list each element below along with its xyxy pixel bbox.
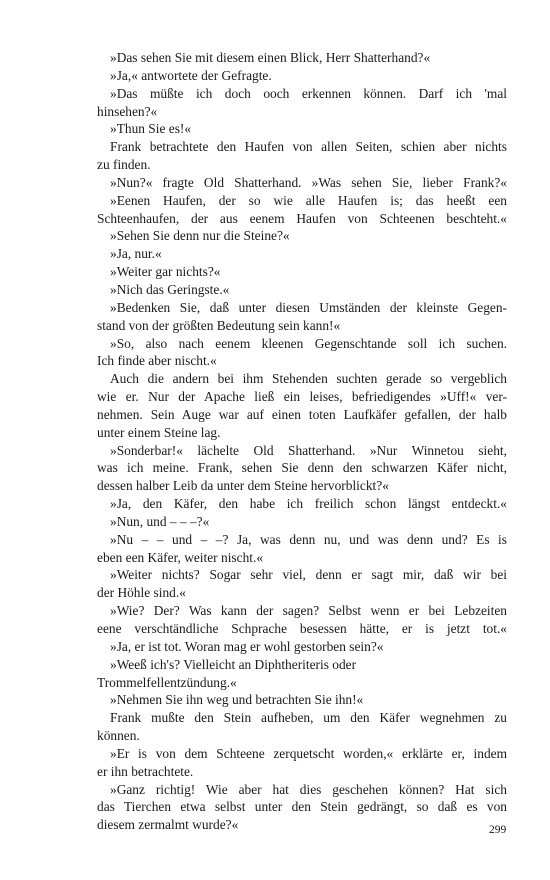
text-line: »Nun, und – – –?« [110,513,210,529]
text-line: eben een Käfer, weiter nischt.« [97,549,264,565]
text-line: diesem zermalmt wurde?« [97,817,239,833]
text-line: Frank betrachtete den Haufen von allen Seiten, schien aber nichts [110,139,507,155]
text-line: unter einem Steine lag. [97,424,221,440]
text-line: »Er is von dem Schteene zerquetscht worden,« erklärte er, indem [110,745,507,761]
text-line: Ich finde aber nischt.« [97,353,217,369]
text-line: er ihn betrachtete. [97,763,194,779]
text-line: »Nun?« fragte Old Shatterhand. »Was sehen Sie, lieber Frank?« [110,174,507,190]
text-line: »Sonderbar!« lächelte Old Shatterhand. »Nur Winnetou sieht, [110,442,507,458]
text-line: nehmen. Sein Auge war auf einen toten Laufkäfer gefallen, der halb [97,406,507,422]
text-line: »Bedenken Sie, daß unter diesen Umständen der kleinste Gegen- [110,299,507,315]
text-line: »Wie? Der? Was kann der sagen? Selbst wenn er bei Lebzeiten [110,603,507,619]
text-line: zu finden. [97,157,151,173]
text-line: Frank mußte den Stein aufheben, um den Käfer wegnehmen zu [110,710,507,726]
text-line: »Ja, er ist tot. Woran mag er wohl gestorben sein?« [110,638,384,654]
page-number: 299 [489,824,507,836]
text-line: Auch die andern bei ihm Stehenden suchten gerade so vergeblich [110,371,507,387]
text-line: hinsehen?« [97,103,158,119]
text-line: der Höhle sind.« [97,585,186,601]
text-line: dessen halber Leib da unter dem Steine hervorblickt?« [97,478,389,494]
text-line: stand von der größten Bedeutung sein kann!« [97,317,341,333]
text-line: »Ja, den Käfer, den habe ich freilich schon längst entdeckt.« [110,496,507,512]
text-line: »Sehen Sie denn nur die Steine?« [110,228,290,244]
text-line: Schteenhaufen, der aus eenem Haufen von Schteenen beschteht.« [97,210,507,226]
text-line: Trommelfellentzündung.« [97,674,237,690]
text-line: »Weeß ich's? Vielleicht an Diphtheriteris oder [110,656,357,672]
text-line: »Nu – – und – –? Ja, was denn nu, und was denn und? Es is [110,531,507,547]
text-line: »Ganz richtig! Wie aber hat dies geschehen können? Hat sich [110,781,507,797]
text-line: wie er. Nur der Apache ließ ein leises, befriedigendes »Uff!« ver- [97,389,507,405]
text-line: »Das sehen Sie mit diesem einen Blick, Herr Shatterhand?« [110,50,431,65]
text-line: »Weiter gar nichts?« [110,264,221,280]
text-line: »Ja, nur.« [110,246,162,262]
text-line: »So, also nach eenem kleenen Gegenschtande soll ich suchen. [110,335,507,351]
text-line: »Eenen Haufen, der so wie alle Haufen is; das heeßt een [110,192,507,208]
text-line: »Weiter nichts? Sogar sehr viel, denn er sagt mir, daß wir bei [110,567,507,583]
text-line: »Nich das Geringste.« [110,281,230,297]
text-line: »Ja,« antwortete der Gefragte. [110,67,272,83]
text-line: was ich meine. Frank, sehen Sie denn den schwarzen Käfer nicht, [97,460,507,476]
text-line: eene verschtändliche Schprache besessen hätte, er is jetzt tot.« [97,621,507,636]
text-line: »Thun Sie es!« [110,121,192,137]
text-line: »Nehmen Sie ihn weg und betrachten Sie ihn!« [110,692,364,708]
text-line: können. [97,728,140,744]
text-line: das Tierchen etwa selbst unter den Stein gedrängt, so daß es von [97,799,507,815]
page-body-text [97,49,507,834]
text-line: »Das müßte ich doch ooch erkennen können. Darf ich 'mal [110,85,507,101]
